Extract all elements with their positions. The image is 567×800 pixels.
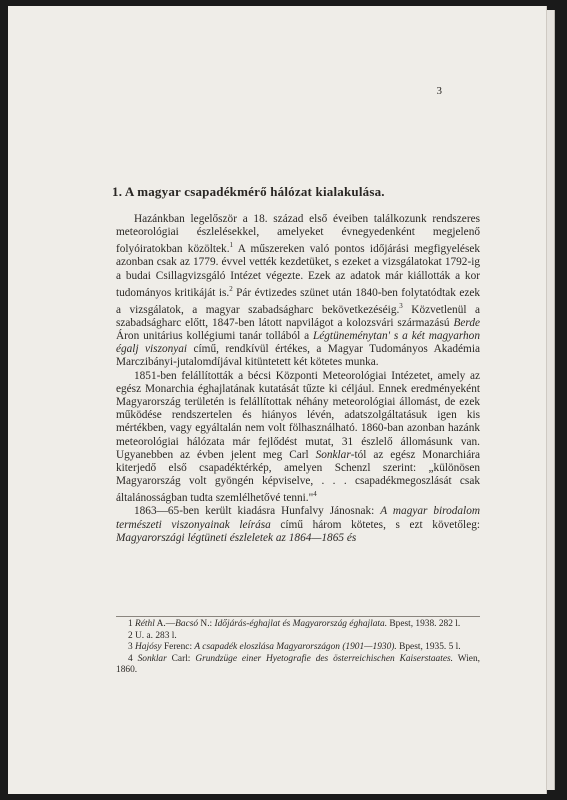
text-run: 1851-ben felállították a bécsi Központi Meteorológiai Intézetet, amely az egész Monarchia éghajlatának kutatását tűzte ki céljául. Ennek eredményeként Magyarország területén is felállítottak néhány meteorológiai állomást, de ezek működése rendszertelen és hiányos lévén, adatszolgáltatásuk igen kis mértékben, vagy egyáltalán nem volt fölhasználható. 1860-ban azonban hazánk meteorológiai hálózata már fejlődést mutat, 31 észlelő állomásunk van. Ugyanebben az évben jelent meg Carl xyxy=(116,369,480,461)
footnote-ref: 1 xyxy=(229,241,234,250)
paragraph xyxy=(116,213,480,370)
text-run: Hazánkban legelőször a 18. század első éveiben találkozunk rendszeres meteorológiai észlelésekkel, amelyeket évnegyedenként megjelenő folyóiratokban közöltek. xyxy=(116,213,480,256)
footnote-ref: 4 xyxy=(313,490,317,499)
text-run: 1863—65-ben került kiadásra Hunfalvy Jánosnak: xyxy=(134,505,381,518)
footnotes xyxy=(116,616,480,677)
text-run: című három kötetes, s ezt követőleg: xyxy=(270,518,480,531)
text-run: Bpest, 1935. 5 l. xyxy=(396,642,461,653)
page-number: 3 xyxy=(436,85,442,97)
italic-text: Sonklar xyxy=(137,653,167,664)
text-run: 3 xyxy=(128,642,136,653)
footnote xyxy=(116,654,480,677)
text-run: A műszereken való pontos időjárási megfigyelések azonban csak az 1779. évvel vették kezdetüket, s ezeket a vizsgálatokat 1792-ig a budai Csillagvizsgáló Intézet végezte. Ezek az adatok már kiállották a kor tudományos kritikáját is. xyxy=(116,243,480,299)
italic-text: Hajósy xyxy=(135,642,162,653)
italic-text: Magyarországi légtüneti észleletek az 1864—1865 és xyxy=(116,531,357,544)
paragraph xyxy=(116,505,480,545)
text-run: Közvetlenül a szabadságharc előtt, 1847-ben látott napvilágot a kolozsvári származású xyxy=(116,303,480,329)
text-run: Ferenc: xyxy=(161,642,195,653)
italic-text: A csapadék eloszlása Magyarországon (1901—1930). xyxy=(194,642,397,653)
body-text xyxy=(116,213,480,545)
paragraph xyxy=(116,370,480,506)
text-run: Bpest, 1938. 282 l. xyxy=(387,619,461,629)
italic-text: Grundzüge einer Hyetografie des österreichischen Kaiserstaates. xyxy=(195,653,453,664)
text-run: Áron unitárius kollégiumi tanár tollából a xyxy=(116,329,313,342)
text-run: 1 xyxy=(128,619,136,629)
footnote xyxy=(116,619,480,631)
text-run: című, rendkívül értékes, a Magyar Tudományos Akadémia Marczibányi-jutalomdíjával kitüntetett két kötetes munka. xyxy=(116,343,480,369)
italic-text: Sonklar xyxy=(315,448,351,461)
text-run: 2 U. a. 283 l. xyxy=(128,630,177,641)
footnote xyxy=(116,642,480,654)
footnote-ref: 2 xyxy=(229,284,233,293)
italic-text: Légtüneménytan' s a két magyarhon égalj viszonyai xyxy=(116,329,480,356)
italic-text: Időjárás-éghajlat és Magyarország éghajlata. xyxy=(214,619,388,629)
text-run: -tól az egész Monarchiára kiterjedő első csapadéktérkép, amelyen Schenzl szerint: „különösen Magyarország volt gyöngén képviselve, . . . csapadékmegoszlását csak általánosságban tudta szemlélhetővé tenni." xyxy=(116,448,480,505)
text-run: N.: xyxy=(198,619,215,629)
italic-text: Réthl xyxy=(135,619,155,629)
italic-text: A magyar birodalom természeti viszonyainak leírása xyxy=(116,505,481,531)
text-run: A.— xyxy=(154,619,176,629)
text-run: 4 xyxy=(128,653,138,664)
footnote xyxy=(116,631,480,643)
italic-text: Bacsó xyxy=(175,619,199,629)
document-page xyxy=(8,6,546,794)
italic-text: Berde xyxy=(453,316,480,329)
footnote-ref: 3 xyxy=(399,301,403,310)
section-title: 1. A magyar csapadékmérő hálózat kialakulása. xyxy=(112,184,385,199)
text-run: Carl: xyxy=(166,653,196,664)
text-run: Wien, 1860. xyxy=(116,653,480,676)
text-run: Pár évtizedes szünet után 1840-ben folytatódtak ezek a vizsgálatok, a magyar szabadságharc bekövetkezéséig. xyxy=(116,286,481,316)
